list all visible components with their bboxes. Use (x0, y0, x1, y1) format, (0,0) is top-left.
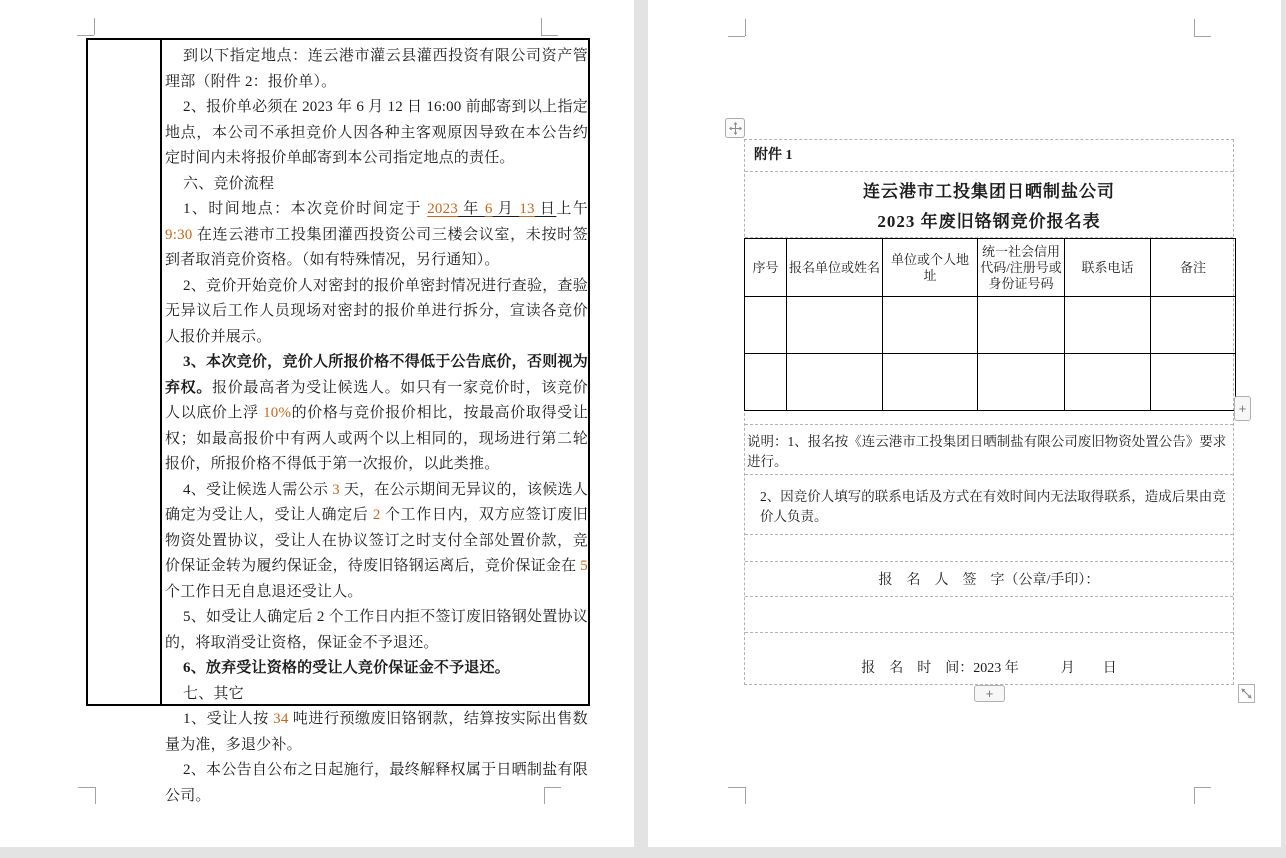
form-title-line1: 连云港市工投集团日晒制盐公司 (863, 182, 1115, 201)
signup-table-row (745, 238, 1233, 425)
attachment-layout-table (744, 139, 1234, 685)
empty-cell[interactable] (745, 354, 787, 411)
attachment-label[interactable]: 附件 1 (745, 140, 1233, 172)
blank-row[interactable] (745, 535, 1233, 562)
empty-cell[interactable] (787, 297, 883, 354)
right-edge-gap (1281, 0, 1286, 847)
signup-table (744, 238, 1236, 411)
margin-mark-top-left (745, 19, 746, 36)
note-2[interactable]: 2、因竞价人填写的联系电话及方式在有效时间内无法取得联系，造成后果由竞价人负责。 (745, 475, 1233, 535)
empty-cell[interactable] (787, 354, 883, 411)
signup-header-row (745, 239, 1236, 297)
bid-process-text-cell[interactable] (165, 44, 588, 809)
page-gap (634, 0, 648, 847)
note-1[interactable]: 说明：1、报名按《连云港市工投集团日晒制盐有限公司废旧物资处置公告》要求进行。 (745, 425, 1233, 475)
empty-cell[interactable] (883, 297, 978, 354)
signup-empty-row (745, 354, 1236, 411)
table-move-handle[interactable] (725, 118, 745, 138)
empty-cell[interactable] (1151, 297, 1236, 354)
paragraph[interactable]: 2、本公告自公布之日起施行，最终解释权属于日晒制盐有限公司。 (165, 762, 588, 804)
paragraph[interactable]: 5、如受让人确定后 2 个工作日内拒不签订废旧铬钢处置协议的，将取消受让资格，保证金不予退还。 (165, 609, 588, 651)
paragraph[interactable]: 1、时间地点：本次竞价时间定于 2023 年 6 月 13 日上午 9:30 在连云港市工投集团灌西投资公司三楼会议室，未按时签到者取消竞价资格。（如有特殊情况，另行通知）。 (165, 201, 589, 268)
form-title-line2: 2023 年废旧铬钢竞价报名表 (877, 212, 1101, 231)
paragraph[interactable]: 2、报价单必须在 2023 年 6 月 12 日 16:00 前邮寄到以上指定地点，本公司不承担竞价人因各种主客观原因导致在本公告约定时间内未将报价单邮寄到本公司指定地点的责任。 (165, 99, 588, 166)
margin-mark-bottom-right (1194, 787, 1211, 788)
empty-cell[interactable] (883, 354, 978, 411)
paragraph[interactable]: 七、其它 (183, 685, 244, 702)
document-page-2[interactable] (648, 0, 1282, 847)
header-address[interactable]: 单位或个人地址 (883, 239, 978, 297)
empty-cell[interactable] (1151, 354, 1236, 411)
margin-mark-bottom-left (745, 787, 746, 804)
date-line[interactable]: 报 名 时 间：2023 年 月 日 (861, 661, 1117, 676)
margin-mark-top-right (1194, 19, 1195, 36)
header-serial[interactable]: 序号 (745, 239, 787, 297)
header-credit-code[interactable]: 统一社会信用代码/注册号或身份证号码 (978, 239, 1065, 297)
paragraph[interactable]: 六、竞价流程 (183, 175, 275, 192)
paragraph[interactable]: 6、放弃受让资格的受让人竞价保证金不予退还。 (183, 660, 510, 676)
plus-icon: + (1238, 401, 1247, 416)
margin-mark-top-right (541, 18, 542, 35)
margin-mark-bottom-left (95, 787, 96, 804)
margin-mark-top-left (94, 18, 95, 35)
empty-cell[interactable] (978, 354, 1065, 411)
empty-cell[interactable] (1065, 297, 1151, 354)
blank-row[interactable] (745, 597, 1233, 633)
insert-column-button[interactable] (1234, 396, 1251, 421)
signup-empty-row (745, 297, 1236, 354)
resize-diagonal-icon (1241, 688, 1252, 699)
table-resize-handle[interactable] (1238, 684, 1255, 703)
plus-icon: + (985, 686, 994, 701)
empty-cell[interactable] (1065, 354, 1151, 411)
table-column-divider (160, 40, 162, 704)
paragraph[interactable]: 2、竞价开始竞价人对密封的报价单密封情况进行查验，查验无异议后工作人员现场对密封的报价单进行拆分，宣读各竞价人报价并展示。 (165, 277, 588, 345)
margin-mark-top-right (541, 35, 558, 36)
header-remark[interactable]: 备注 (1151, 239, 1236, 297)
margin-mark-bottom-right (1194, 787, 1195, 804)
empty-cell[interactable] (745, 297, 787, 354)
paragraph[interactable]: 1、受让人按 34 吨进行预缴废旧铬钢款，结算按实际出售数量为准，多退少补。 (165, 711, 588, 753)
paragraph[interactable]: 3、本次竞价，竞价人所报价格不得低于公告底价，否则视为弃权。报价最高者为受让候选人。如只有一家竞价时，该竞价人以底价上浮 10%的价格与竞价报价相比，按最高价取得受让权；如最高报价中有两人或两个以上相同的，现场进行第二轮报价，所报价格不得低于第一次报价，以此类推。 (165, 354, 588, 472)
empty-cell[interactable] (978, 297, 1065, 354)
header-phone[interactable]: 联系电话 (1065, 239, 1151, 297)
signature-line[interactable]: 报 名 人 签 字（公章/手印）： (745, 562, 1233, 597)
announcement-table-continued (86, 38, 590, 804)
margin-mark-bottom-left (728, 787, 745, 788)
paragraph[interactable]: 4、受让候选人需公示 3 天，在公示期间无异议的，该候选人确定为受让人，受让人确定后 2 个工作日内，双方应签订废旧物资处置协议，受让人在协议签订之时支付全部处置价款，竞价保证金转为履约保证金，待废旧铬钢运离后，竞价保证金在 5 个工作日无自息退还受让人。 (165, 481, 588, 600)
header-name[interactable]: 报名单位或姓名 (787, 239, 883, 297)
form-title[interactable] (745, 172, 1233, 238)
margin-mark-bottom-left (78, 787, 95, 788)
bottom-edge-gap (0, 847, 1286, 858)
margin-mark-top-left (77, 35, 94, 36)
margin-mark-top-left (728, 36, 745, 37)
insert-row-button[interactable] (974, 685, 1005, 702)
document-page-1[interactable] (0, 0, 634, 847)
margin-mark-top-right (1194, 36, 1211, 37)
move-table-icon (729, 122, 742, 135)
paragraph[interactable]: 到以下指定地点：连云港市灌云县灌西投资有限公司资产管理部（附件 2：报价单）。 (165, 48, 588, 90)
